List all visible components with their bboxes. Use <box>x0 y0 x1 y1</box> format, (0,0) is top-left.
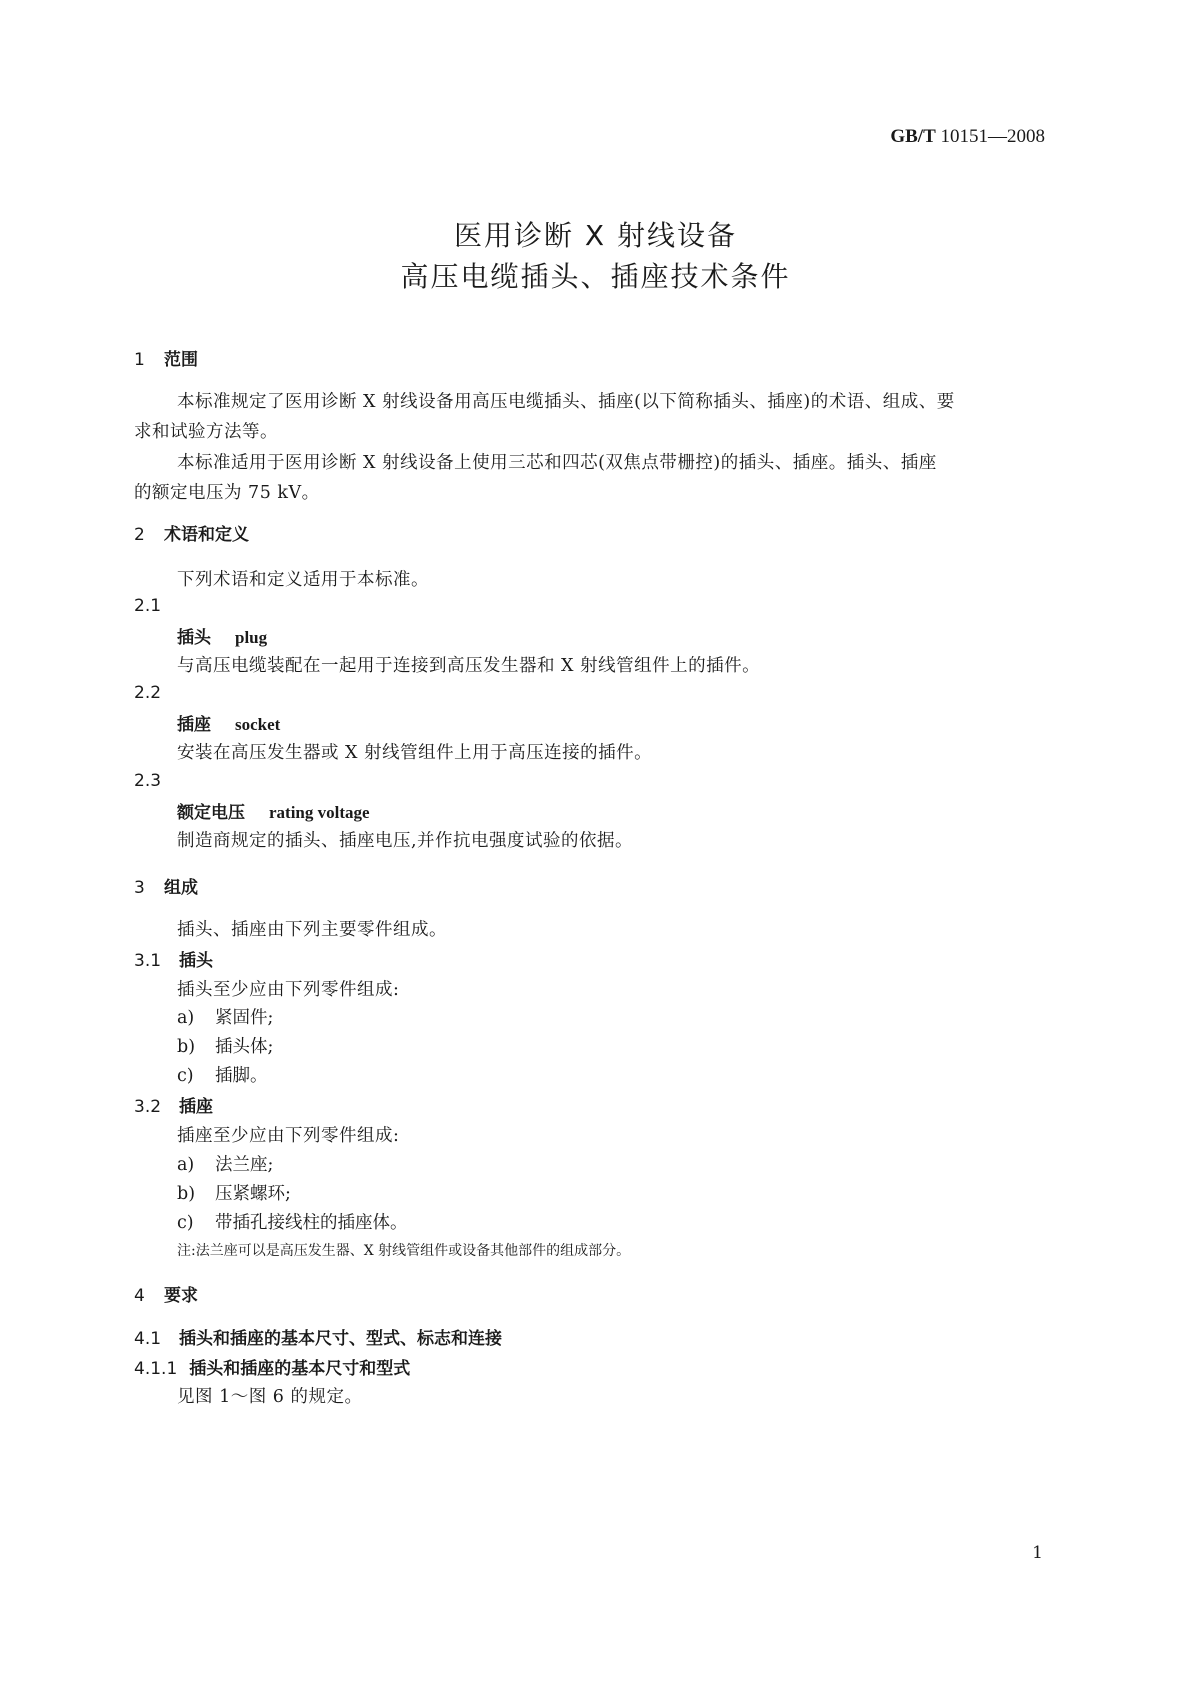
subsection-3-2-heading: 3.2 插座 <box>134 1097 214 1117</box>
paragraph: 插头至少应由下列零件组成: <box>177 980 400 1000</box>
note: 注:法兰座可以是高压发生器、X 射线管组件或设备其他部件的组成部分。 <box>177 1243 631 1259</box>
subsection-3-1-heading: 3.1 插头 <box>134 951 214 971</box>
paragraph: 本标准适用于医用诊断 X 射线设备上使用三芯和四芯(双焦点带栅控)的插头、插座。插头、插座 <box>177 453 937 473</box>
term-title: 插座 socket <box>177 715 281 735</box>
term-definition: 安装在高压发生器或 X 射线管组件上用于高压连接的插件。 <box>177 743 653 763</box>
term-title: 额定电压 rating voltage <box>177 803 370 823</box>
list-item: c) 插脚。 <box>177 1066 268 1086</box>
section-1-heading: 1 范围 <box>134 350 198 370</box>
document-title-line1: 医用诊断 X 射线设备 <box>454 219 737 252</box>
standard-code: GB/T 10151—2008 <box>890 126 1045 147</box>
page-number: 1 <box>1032 1543 1043 1563</box>
term-number: 2.1 <box>134 596 162 616</box>
paragraph: 下列术语和定义适用于本标准。 <box>177 570 429 590</box>
paragraph: 插座至少应由下列零件组成: <box>177 1126 400 1146</box>
section-4-heading: 4 要求 <box>134 1286 198 1306</box>
term-number: 2.2 <box>134 683 162 703</box>
paragraph: 本标准规定了医用诊断 X 射线设备用高压电缆插头、插座(以下简称插头、插座)的术语、组成、要 <box>177 392 955 412</box>
section-3-heading: 3 组成 <box>134 878 198 898</box>
term-title: 插头 plug <box>177 628 268 648</box>
subsection-4-1-heading: 4.1 插头和插座的基本尺寸、型式、标志和连接 <box>134 1329 503 1349</box>
list-item: a) 法兰座; <box>177 1155 274 1175</box>
paragraph: 的额定电压为 75 kV。 <box>134 483 320 503</box>
list-item: a) 紧固件; <box>177 1008 274 1028</box>
list-item: c) 带插孔接线柱的插座体。 <box>177 1213 408 1233</box>
paragraph: 求和试验方法等。 <box>134 422 278 442</box>
term-number: 2.3 <box>134 771 162 791</box>
term-definition: 制造商规定的插头、插座电压,并作抗电强度试验的依据。 <box>177 831 634 851</box>
section-2-heading: 2 术语和定义 <box>134 525 249 545</box>
list-item: b) 压紧螺环; <box>177 1184 291 1204</box>
list-item: b) 插头体; <box>177 1037 274 1057</box>
subsection-4-1-1-heading: 4.1.1 插头和插座的基本尺寸和型式 <box>134 1359 411 1379</box>
document-title-line2: 高压电缆插头、插座技术条件 <box>400 260 791 293</box>
paragraph: 插头、插座由下列主要零件组成。 <box>177 920 447 940</box>
term-definition: 与高压电缆装配在一起用于连接到高压发生器和 X 射线管组件上的插件。 <box>177 656 761 676</box>
paragraph: 见图 1～图 6 的规定。 <box>177 1387 363 1407</box>
